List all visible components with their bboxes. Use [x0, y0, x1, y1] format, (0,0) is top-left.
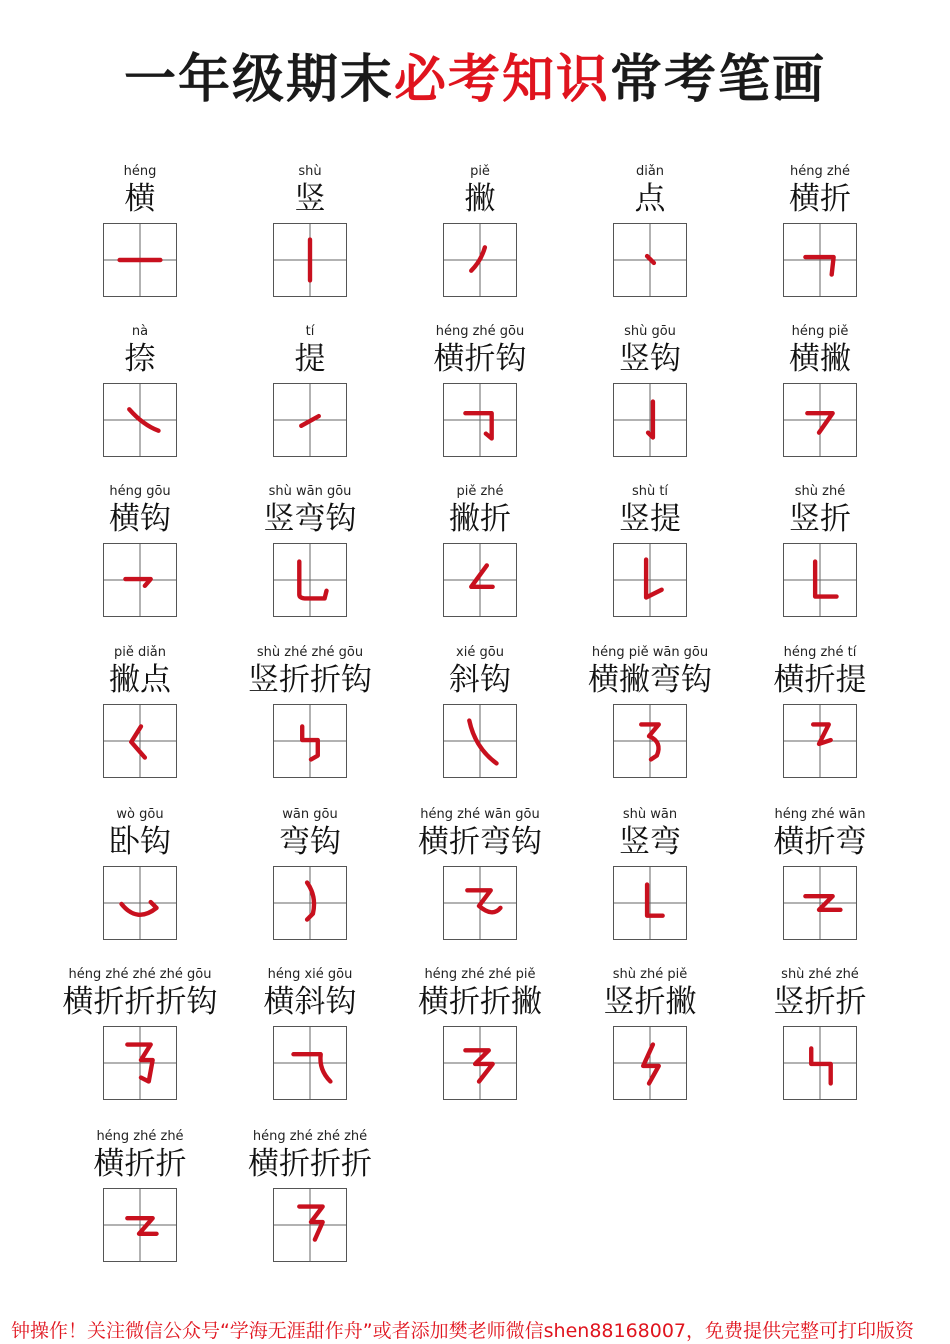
stroke-pinyin: shù tí	[631, 484, 669, 499]
stroke-card	[225, 483, 395, 633]
stroke-path	[471, 565, 492, 586]
stroke-card	[225, 163, 395, 313]
stroke-glyph-icon	[104, 224, 176, 296]
stroke-card	[565, 483, 735, 633]
tianzige-box	[273, 543, 347, 617]
stroke-glyph-icon	[274, 1027, 346, 1099]
title-part-3: 常考笔画	[610, 50, 827, 110]
tianzige-box	[273, 866, 347, 940]
stroke-name: 竖折	[789, 501, 851, 537]
stroke-glyph-icon	[274, 544, 346, 616]
stroke-card	[565, 163, 735, 313]
stroke-pinyin: héng zhé wān gōu	[420, 807, 540, 822]
stroke-glyph-icon	[274, 867, 346, 939]
stroke-glyph-icon	[784, 384, 856, 456]
stroke-name: 斜钩	[449, 662, 511, 698]
tianzige-box	[783, 383, 857, 457]
stroke-card	[735, 483, 905, 633]
stroke-path	[302, 726, 318, 759]
stroke-card	[55, 644, 225, 794]
stroke-path	[299, 1207, 322, 1240]
stroke-card	[225, 966, 395, 1116]
stroke-path	[815, 562, 836, 597]
stroke-glyph-icon	[274, 224, 346, 296]
tianzige-box	[443, 543, 517, 617]
tianzige-box	[273, 1188, 347, 1262]
stroke-name: 弯钩	[279, 824, 341, 860]
tianzige-box	[443, 383, 517, 457]
stroke-glyph-icon	[614, 544, 686, 616]
stroke-path	[465, 413, 491, 438]
stroke-path	[301, 416, 319, 426]
stroke-glyph-icon	[444, 224, 516, 296]
stroke-card	[225, 1128, 395, 1278]
tianzige-box	[103, 223, 177, 297]
stroke-card	[735, 644, 905, 794]
stroke-pinyin: héng piě	[791, 324, 849, 339]
stroke-card	[55, 806, 225, 956]
stroke-pinyin: shù zhé piě	[612, 967, 688, 982]
stroke-name: 横折折撇	[418, 984, 542, 1020]
stroke-pinyin: héng zhé wān	[774, 807, 866, 822]
stroke-name: 横撇	[789, 341, 851, 377]
stroke-pinyin: shù	[298, 164, 322, 179]
stroke-pinyin: héng zhé zhé piě	[424, 967, 536, 982]
tianzige-box	[613, 223, 687, 297]
stroke-name: 竖折撇	[603, 984, 697, 1020]
stroke-path	[465, 1050, 492, 1081]
stroke-pinyin: nà	[131, 324, 149, 339]
stroke-card	[55, 1128, 225, 1278]
stroke-path	[646, 560, 662, 598]
stroke-path	[643, 1045, 659, 1084]
tianzige-box	[783, 866, 857, 940]
stroke-card	[395, 483, 565, 633]
stroke-card	[735, 163, 905, 313]
tianzige-box	[103, 866, 177, 940]
title-part-1: 一年级期末	[123, 50, 394, 110]
stroke-pinyin: piě zhé	[456, 484, 504, 499]
footer-text: 钟操作！关注微信公众号“学海无涯甜作舟”或者添加樊老师微信shen88168007，免费提供完整可打印版资	[10, 1320, 915, 1342]
tianzige-box	[103, 383, 177, 457]
stroke-glyph-icon	[274, 1189, 346, 1261]
stroke-pinyin: piě	[470, 164, 490, 179]
stroke-pinyin: diǎn	[635, 164, 665, 179]
tianzige-box	[613, 866, 687, 940]
stroke-name: 横折折	[93, 1146, 187, 1182]
stroke-pinyin: shù zhé zhé gōu	[256, 645, 364, 660]
stroke-path	[648, 402, 653, 438]
tianzige-box	[443, 223, 517, 297]
tianzige-box	[783, 543, 857, 617]
stroke-glyph-icon	[784, 867, 856, 939]
tianzige-box	[783, 704, 857, 778]
stroke-path	[641, 724, 659, 759]
stroke-path	[467, 890, 500, 912]
tianzige-box	[783, 1026, 857, 1100]
stroke-glyph-icon	[444, 384, 516, 456]
stroke-card	[55, 323, 225, 473]
stroke-pinyin: héng	[123, 164, 157, 179]
stroke-glyph-icon	[104, 705, 176, 777]
stroke-pinyin: héng zhé zhé zhé	[252, 1129, 368, 1144]
stroke-path	[129, 409, 158, 430]
stroke-name: 横	[124, 181, 156, 217]
stroke-path	[299, 562, 326, 599]
stroke-glyph-icon	[614, 1027, 686, 1099]
stroke-name: 竖	[294, 181, 326, 217]
stroke-card	[565, 323, 735, 473]
stroke-glyph-icon	[104, 1027, 176, 1099]
stroke-card	[55, 483, 225, 633]
tianzige-box	[613, 383, 687, 457]
tianzige-box	[103, 704, 177, 778]
stroke-card	[55, 966, 225, 1116]
stroke-card	[395, 323, 565, 473]
stroke-pinyin: héng piě wān gōu	[591, 645, 709, 660]
stroke-pinyin: piě diǎn	[113, 645, 167, 660]
tianzige-box	[103, 1026, 177, 1100]
stroke-card	[735, 806, 905, 956]
stroke-glyph-icon	[784, 1027, 856, 1099]
stroke-name: 横折折折钩	[62, 984, 218, 1020]
stroke-card	[565, 644, 735, 794]
stroke-glyph-icon	[444, 544, 516, 616]
stroke-name: 提	[294, 341, 326, 377]
footer-banner	[0, 1318, 950, 1344]
stroke-pinyin: wān gōu	[282, 807, 338, 822]
stroke-card	[225, 806, 395, 956]
stroke-name: 撇折	[449, 501, 511, 537]
stroke-name: 竖折折	[773, 984, 867, 1020]
tianzige-box	[613, 1026, 687, 1100]
stroke-card	[735, 323, 905, 473]
stroke-path	[122, 902, 157, 915]
stroke-glyph-icon	[444, 705, 516, 777]
stroke-path	[125, 579, 150, 586]
stroke-pinyin: héng zhé zhé	[96, 1129, 184, 1144]
stroke-glyph-icon	[614, 705, 686, 777]
tianzige-box	[783, 223, 857, 297]
tianzige-box	[273, 223, 347, 297]
stroke-pinyin: héng xié gōu	[267, 967, 353, 982]
tianzige-box	[443, 1026, 517, 1100]
stroke-path	[805, 257, 833, 275]
title-part-2-highlight: 必考知识	[393, 50, 610, 110]
stroke-name: 竖钩	[619, 341, 681, 377]
stroke-pinyin: shù wān gōu	[268, 484, 352, 499]
stroke-path	[307, 883, 314, 920]
stroke-glyph-icon	[274, 384, 346, 456]
stroke-name: 竖弯钩	[263, 501, 357, 537]
stroke-name: 横折弯钩	[418, 824, 542, 860]
stroke-name: 竖折折钩	[248, 662, 372, 698]
stroke-card	[395, 966, 565, 1116]
tianzige-box	[273, 383, 347, 457]
stroke-name: 横撇弯钩	[588, 662, 712, 698]
stroke-pinyin: shù zhé	[794, 484, 846, 499]
stroke-glyph-icon	[784, 705, 856, 777]
stroke-pinyin: héng gōu	[109, 484, 171, 499]
page-title	[0, 48, 950, 112]
stroke-name: 横折折折	[248, 1146, 372, 1182]
stroke-glyph-icon	[274, 705, 346, 777]
stroke-name: 竖弯	[619, 824, 681, 860]
stroke-pinyin: shù wān	[622, 807, 678, 822]
stroke-name: 撇	[464, 181, 496, 217]
stroke-name: 横斜钩	[263, 984, 357, 1020]
tianzige-box	[613, 543, 687, 617]
stroke-name: 捺	[124, 341, 156, 377]
stroke-pinyin: shù zhé zhé	[781, 967, 859, 982]
stroke-glyph-icon	[444, 1027, 516, 1099]
stroke-pinyin: héng zhé tí	[783, 645, 857, 660]
tianzige-box	[443, 866, 517, 940]
stroke-pinyin: tí	[305, 324, 315, 339]
stroke-glyph-icon	[784, 544, 856, 616]
tianzige-box	[103, 1188, 177, 1262]
stroke-name: 横钩	[109, 501, 171, 537]
stroke-glyph-icon	[614, 867, 686, 939]
stroke-name: 横折钩	[433, 341, 527, 377]
tianzige-box	[273, 704, 347, 778]
stroke-path	[813, 724, 831, 743]
stroke-name: 横折弯	[773, 824, 867, 860]
stroke-glyph-icon	[784, 224, 856, 296]
stroke-card	[225, 644, 395, 794]
stroke-path	[471, 247, 485, 270]
tianzige-box	[273, 1026, 347, 1100]
stroke-name: 横折	[789, 181, 851, 217]
stroke-glyph-icon	[614, 224, 686, 296]
stroke-card	[225, 323, 395, 473]
stroke-glyph-icon	[444, 867, 516, 939]
stroke-path	[647, 256, 654, 263]
tianzige-box	[103, 543, 177, 617]
stroke-card	[55, 163, 225, 313]
stroke-pinyin: héng zhé zhé zhé gōu	[68, 967, 212, 982]
stroke-pinyin: wò gōu	[116, 807, 164, 822]
stroke-name: 点	[634, 181, 666, 217]
stroke-card	[395, 163, 565, 313]
stroke-card	[395, 644, 565, 794]
stroke-name: 竖提	[619, 501, 681, 537]
stroke-card	[395, 806, 565, 956]
stroke-pinyin: xié gōu	[456, 645, 504, 660]
stroke-path	[131, 726, 145, 757]
stroke-card	[565, 806, 735, 956]
stroke-name: 撇点	[109, 662, 171, 698]
stroke-path	[811, 1048, 830, 1083]
stroke-pinyin: héng zhé	[790, 164, 850, 179]
stroke-name: 横折提	[773, 662, 867, 698]
stroke-glyph-icon	[614, 384, 686, 456]
stroke-card	[565, 966, 735, 1116]
stroke-name: 卧钩	[109, 824, 171, 860]
stroke-path	[807, 413, 832, 432]
stroke-glyph-icon	[104, 544, 176, 616]
tianzige-box	[613, 704, 687, 778]
stroke-glyph-icon	[104, 867, 176, 939]
stroke-glyph-icon	[104, 1189, 176, 1261]
stroke-path	[127, 1045, 152, 1082]
stroke-path	[293, 1054, 330, 1081]
stroke-glyph-icon	[104, 384, 176, 456]
stroke-card	[735, 966, 905, 1116]
stroke-path	[127, 1218, 156, 1234]
tianzige-box	[443, 704, 517, 778]
stroke-pinyin: shù gōu	[624, 324, 676, 339]
stroke-path	[469, 721, 496, 764]
stroke-path	[805, 896, 840, 910]
stroke-path	[647, 885, 663, 916]
stroke-pinyin: héng zhé gōu	[435, 324, 525, 339]
